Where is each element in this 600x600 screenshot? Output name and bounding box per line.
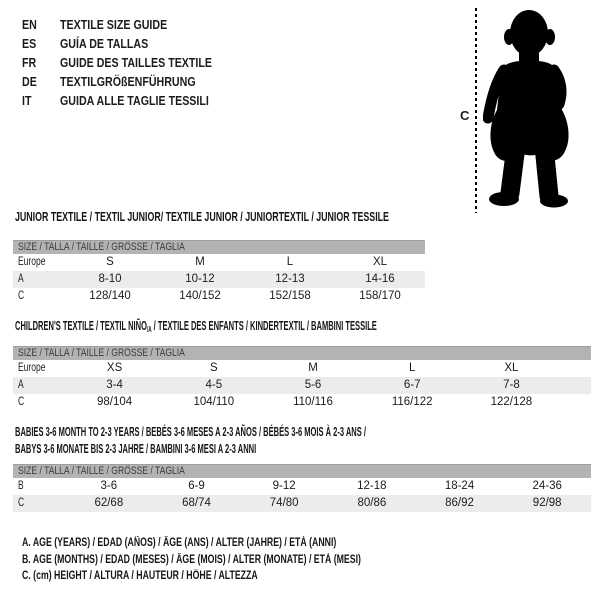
table-row-age [13, 377, 591, 394]
section-title-junior: JUNIOR TEXTILE / TEXTIL JUNIOR/ TEXTILE JUNIOR / JUNIORTEXTIL / JUNIOR TESSILE [15, 209, 389, 224]
age-cell: 6-7 [403, 379, 421, 391]
table-row-europe [13, 360, 591, 377]
age-cell: 3-4 [106, 379, 123, 391]
height-measure-dashed-line [475, 8, 477, 213]
height-measure-label: C [460, 108, 470, 123]
children-size-table [13, 346, 591, 411]
size-cell: M [308, 362, 318, 374]
language-row-es [22, 34, 245, 53]
babies-size-table [13, 464, 591, 512]
guide-title: TEXTILE SIZE GUIDE [60, 17, 168, 32]
height-cell: 140/152 [179, 290, 221, 302]
age-cell: 4-5 [205, 379, 223, 391]
age-cell: 14-16 [365, 273, 395, 285]
height-cell: 68/74 [182, 497, 211, 509]
table-row-height [13, 288, 425, 305]
table-row-age [13, 271, 425, 288]
guide-title: GUIDA ALLE TAGLIE TESSILI [60, 93, 209, 108]
junior-size-table [13, 240, 425, 305]
language-code: EN [22, 17, 37, 32]
size-header-bar: SIZE / TALLA / TAILLE / GRÖSSE / TAGLIA [13, 240, 425, 254]
height-cell: 122/128 [490, 396, 533, 408]
section-title-babies-line1: BABIES 3-6 MONTH TO 2-3 YEARS / BEBÉS 3-6 MESES A 2-3 AÑOS / BÉBÉS 3-6 MOIS À 2-3 ANS / [15, 424, 366, 439]
nino-a-subscript: /A [146, 325, 152, 334]
size-cell: XL [372, 256, 388, 268]
row-label: Europe [18, 362, 46, 374]
section-title-babies-line2: BABYS 3-6 MONATE BIS 2-3 JAHRE / BAMBINI 3-6 MESI A 2-3 ANNI [15, 441, 257, 456]
language-code: IT [22, 93, 32, 108]
size-header-bar: SIZE / TALLA / TAILLE / GRÖSSE / TAGLIA [13, 346, 591, 360]
age-cell: 7-8 [503, 379, 520, 391]
language-row-fr [22, 53, 245, 72]
height-cell: 62/68 [94, 497, 124, 509]
footnote-height-cm: C. (cm) HEIGHT / ALTURA / HAUTEUR / HÖHE / ALTEZZA [22, 570, 258, 582]
toddler-silhouette-icon [483, 8, 593, 218]
language-code: DE [22, 74, 37, 89]
age-cell: 9-12 [272, 480, 296, 492]
age-cell: 6-9 [188, 480, 205, 492]
height-cell: 98/104 [97, 396, 133, 408]
height-cell: 104/110 [193, 396, 235, 408]
height-cell: 158/170 [359, 290, 401, 302]
height-cell: 128/140 [89, 290, 131, 302]
size-cell: S [209, 362, 218, 374]
age-cell: 10-12 [185, 273, 215, 285]
section-title-children: CHILDREN'S TEXTILE / TEXTIL NIÑO/A / TEXTILE DES ENFANTS / KINDERTEXTIL / BAMBINI TESSILE [15, 318, 377, 334]
language-title-list [22, 15, 245, 110]
size-cell: S [106, 256, 114, 268]
row-label: A [18, 379, 24, 391]
table-row-height [13, 394, 591, 411]
height-cell: 116/122 [391, 396, 433, 408]
height-cell: 92/98 [532, 497, 562, 509]
size-cell: XL [504, 362, 519, 374]
height-cell: 152/158 [269, 290, 311, 302]
guide-title: GUIDE DES TAILLES TEXTILE [60, 55, 213, 70]
row-label: B [18, 480, 24, 492]
size-header-bar: SIZE / TALLA / TAILLE / GRÖSSE / TAGLIA [13, 464, 591, 478]
language-code: FR [22, 55, 37, 70]
table-row-height [13, 495, 591, 512]
language-row-de [22, 72, 245, 91]
age-cell: 24-36 [532, 480, 562, 492]
table-row-age-months [13, 478, 591, 495]
language-row-en [22, 15, 245, 34]
age-cell: 12-18 [357, 480, 387, 492]
footnote-age-years: A. AGE (YEARS) / EDAD (AÑOS) / ÂGE (ANS) / ALTER (JAHRE) / ETÀ (ANNI) [22, 537, 337, 549]
age-cell: 18-24 [444, 480, 475, 492]
row-label: A [18, 273, 24, 285]
row-label: Europe [18, 256, 46, 268]
guide-title: TEXTILGRÖßENFÜHRUNG [60, 74, 196, 89]
row-label: C [18, 290, 25, 302]
age-cell: 8-10 [98, 273, 122, 285]
age-cell: 5-6 [304, 379, 322, 391]
height-cell: 86/92 [445, 497, 474, 509]
height-cell: 74/80 [269, 497, 299, 509]
size-cell: XS [106, 362, 123, 374]
footnote-age-months: B. AGE (MONTHS) / EDAD (MESES) / ÂGE (MOIS) / ALTER (MONATE) / ETÀ (MESI) [22, 554, 361, 566]
size-cell: M [195, 256, 205, 268]
guide-title: GUÍA DE TALLAS [60, 36, 149, 51]
age-cell: 12-13 [275, 273, 305, 285]
height-cell: 110/116 [293, 396, 333, 408]
age-cell: 3-6 [100, 480, 118, 492]
language-row-it [22, 91, 245, 110]
row-label: C [18, 497, 25, 509]
size-cell: L [409, 362, 416, 374]
table-row-europe [13, 254, 425, 271]
size-cell: L [286, 256, 294, 268]
row-label: C [18, 396, 25, 408]
height-cell: 80/86 [357, 497, 387, 509]
language-code: ES [22, 36, 37, 51]
